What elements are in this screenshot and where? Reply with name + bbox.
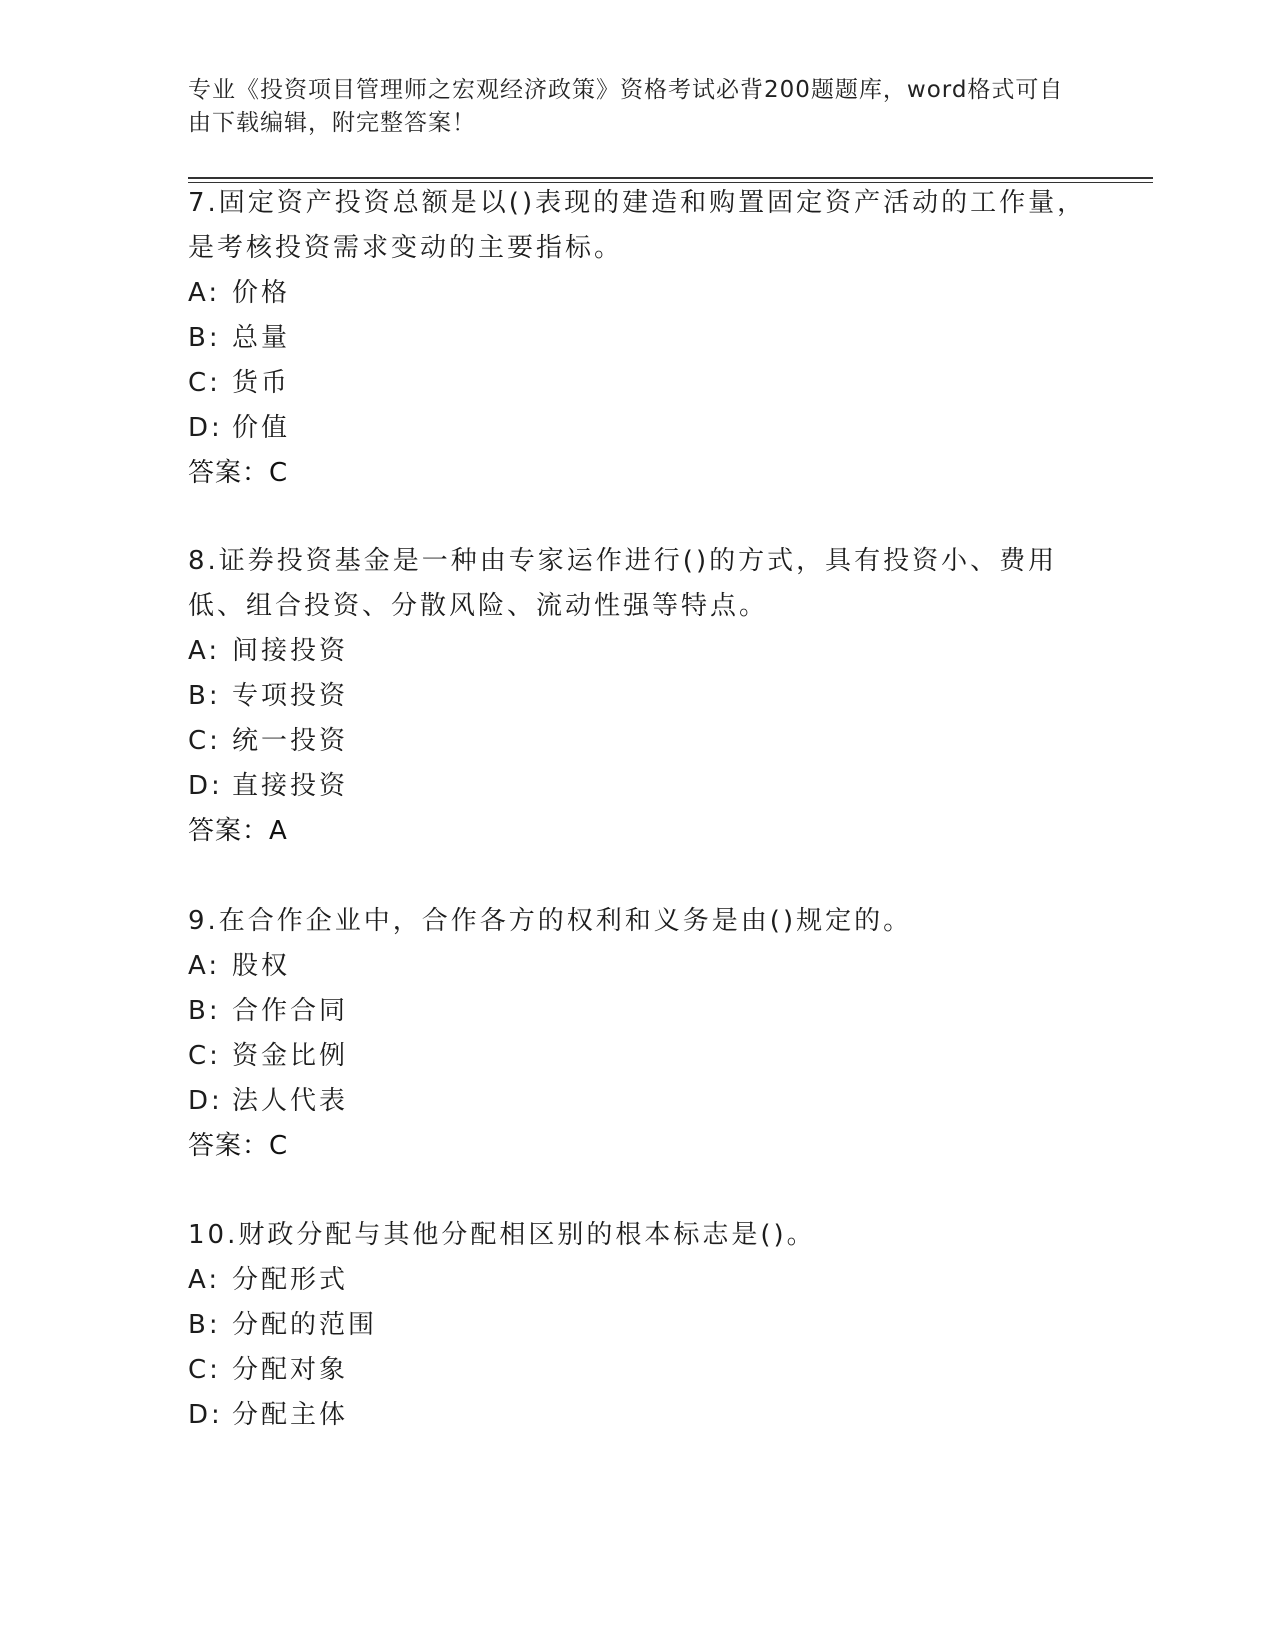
option-text: 统一投资	[232, 726, 349, 756]
option-text: 货币	[232, 368, 291, 398]
question-stem: 10.财政分配与其他分配相区别的根本标志是()。	[188, 1220, 816, 1250]
option-d	[188, 1079, 1088, 1124]
option-key: D:	[188, 413, 223, 443]
option-key: C:	[188, 1355, 221, 1385]
option-key: B:	[188, 996, 221, 1026]
option-c	[188, 1034, 1088, 1079]
option-key: C:	[188, 726, 221, 756]
option-text: 分配的范围	[232, 1310, 378, 1340]
option-text: 分配主体	[232, 1400, 349, 1430]
option-d	[188, 1393, 1088, 1438]
document-header-title: 专业《投资项目管理师之宏观经济政策》资格考试必背200题题库，word格式可自由下载编辑，附完整答案！	[188, 77, 1064, 136]
option-b	[188, 316, 1088, 361]
option-key: B:	[188, 1310, 221, 1340]
option-c	[188, 719, 1088, 764]
option-key: D:	[188, 1086, 223, 1116]
option-text: 分配形式	[232, 1265, 349, 1295]
option-c	[188, 1348, 1088, 1393]
option-key: D:	[188, 1400, 223, 1430]
option-text: 法人代表	[232, 1086, 349, 1116]
option-a	[188, 629, 1088, 674]
option-text: 分配对象	[232, 1355, 349, 1385]
option-key: D:	[188, 771, 223, 801]
option-b	[188, 1303, 1088, 1348]
option-key: B:	[188, 323, 221, 353]
question-10	[188, 1213, 1088, 1438]
option-text: 合作合同	[232, 996, 349, 1026]
option-text: 直接投资	[232, 771, 349, 801]
option-text: 资金比例	[232, 1041, 349, 1071]
option-key: C:	[188, 368, 221, 398]
option-key: B:	[188, 681, 221, 711]
question-7	[188, 181, 1088, 496]
option-key: A:	[188, 951, 221, 981]
option-key: A:	[188, 1265, 221, 1295]
option-text: 总量	[232, 323, 291, 353]
option-a	[188, 944, 1088, 989]
option-a	[188, 271, 1088, 316]
option-key: C:	[188, 1041, 221, 1071]
option-a	[188, 1258, 1088, 1303]
answer: 答案：C	[188, 1131, 289, 1161]
option-key: A:	[188, 278, 221, 308]
question-stem: 9.在合作企业中，合作各方的权利和义务是由()规定的。	[188, 906, 913, 936]
option-d	[188, 406, 1088, 451]
question-stem: 7.固定资产投资总额是以()表现的建造和购置固定资产活动的工作量，是考核投资需求变动的主要指标。	[188, 188, 1087, 263]
question-9	[188, 899, 1088, 1169]
option-key: A:	[188, 636, 221, 666]
answer: 答案：A	[188, 816, 288, 846]
option-c	[188, 361, 1088, 406]
option-text: 间接投资	[232, 636, 349, 666]
option-text: 股权	[232, 951, 291, 981]
option-text: 价格	[232, 278, 291, 308]
option-d	[188, 764, 1088, 809]
option-text: 价值	[232, 413, 291, 443]
question-stem: 8.证券投资基金是一种由专家运作进行()的方式，具有投资小、费用低、组合投资、分散风险、流动性强等特点。	[188, 546, 1058, 621]
option-b	[188, 989, 1088, 1034]
question-8	[188, 539, 1088, 854]
option-b	[188, 674, 1088, 719]
answer: 答案：C	[188, 458, 289, 488]
option-text: 专项投资	[232, 681, 349, 711]
